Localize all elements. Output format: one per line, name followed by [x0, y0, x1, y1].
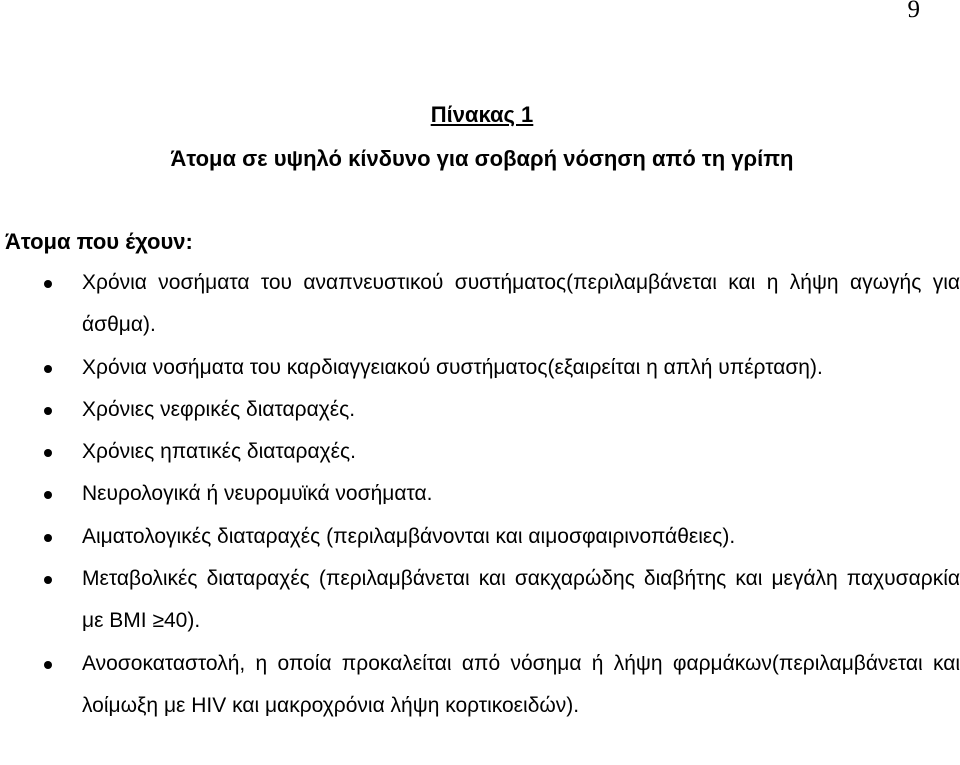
bullet-icon: [44, 661, 52, 669]
list-item-text: Χρόνια νοσήματα του καρδιαγγειακού συστήματος(εξαιρείται η απλή υπέρταση).: [82, 355, 823, 379]
list-item-text: Χρόνιες νεφρικές διαταραχές.: [82, 397, 356, 421]
page-number: 9: [907, 0, 920, 23]
list-item: [0, 262, 960, 347]
bullet-icon: [44, 407, 52, 415]
bullet-icon: [44, 365, 52, 373]
list-item: [0, 431, 960, 473]
bullet-icon: [44, 491, 52, 499]
bullet-icon: [44, 449, 52, 457]
intro-heading: Άτομα που έχουν:: [5, 229, 193, 254]
bullet-icon: [44, 534, 52, 542]
bullet-icon: [44, 280, 52, 288]
list-item-text: Χρόνια νοσήματα του αναπνευστικού συστήματος(περιλαμβάνεται και η λήψη αγωγής για άσθμα).: [82, 271, 960, 337]
list-item-text: Νευρολογικά ή νευρομυϊκά νοσήματα.: [82, 482, 433, 506]
list-item-text: Ανοσοκαταστολή, η οποία προκαλείται από νόσημα ή λήψη φαρμάκων(περιλαμβάνεται και λοίμωξη με HIV και μακροχρόνια λήψη κορτικοειδών).: [82, 651, 960, 717]
bullet-icon: [44, 576, 52, 584]
list-item-text: Αιματολογικές διαταραχές (περιλαμβάνονται και αιμοσφαιρινοπάθειες).: [82, 524, 736, 548]
list-item: [0, 347, 960, 389]
list-item: [0, 389, 960, 431]
list-item-text: Χρόνιες ηπατικές διαταραχές.: [82, 440, 356, 464]
list-item: [0, 516, 960, 558]
list-item: [0, 473, 960, 515]
list-item: [0, 558, 960, 643]
table-label: Πίνακας 1: [430, 102, 534, 127]
list-item: [0, 643, 960, 728]
table-title: Άτομα σε υψηλό κίνδυνο για σοβαρή νόσηση από τη γρίπη: [170, 146, 794, 171]
risk-group-list: [0, 262, 960, 727]
list-item-text: Μεταβολικές διαταραχές (περιλαμβάνεται και σακχαρώδης διαβήτης και μεγάλη παχυσαρκία με BMI ≥40).: [82, 567, 960, 633]
